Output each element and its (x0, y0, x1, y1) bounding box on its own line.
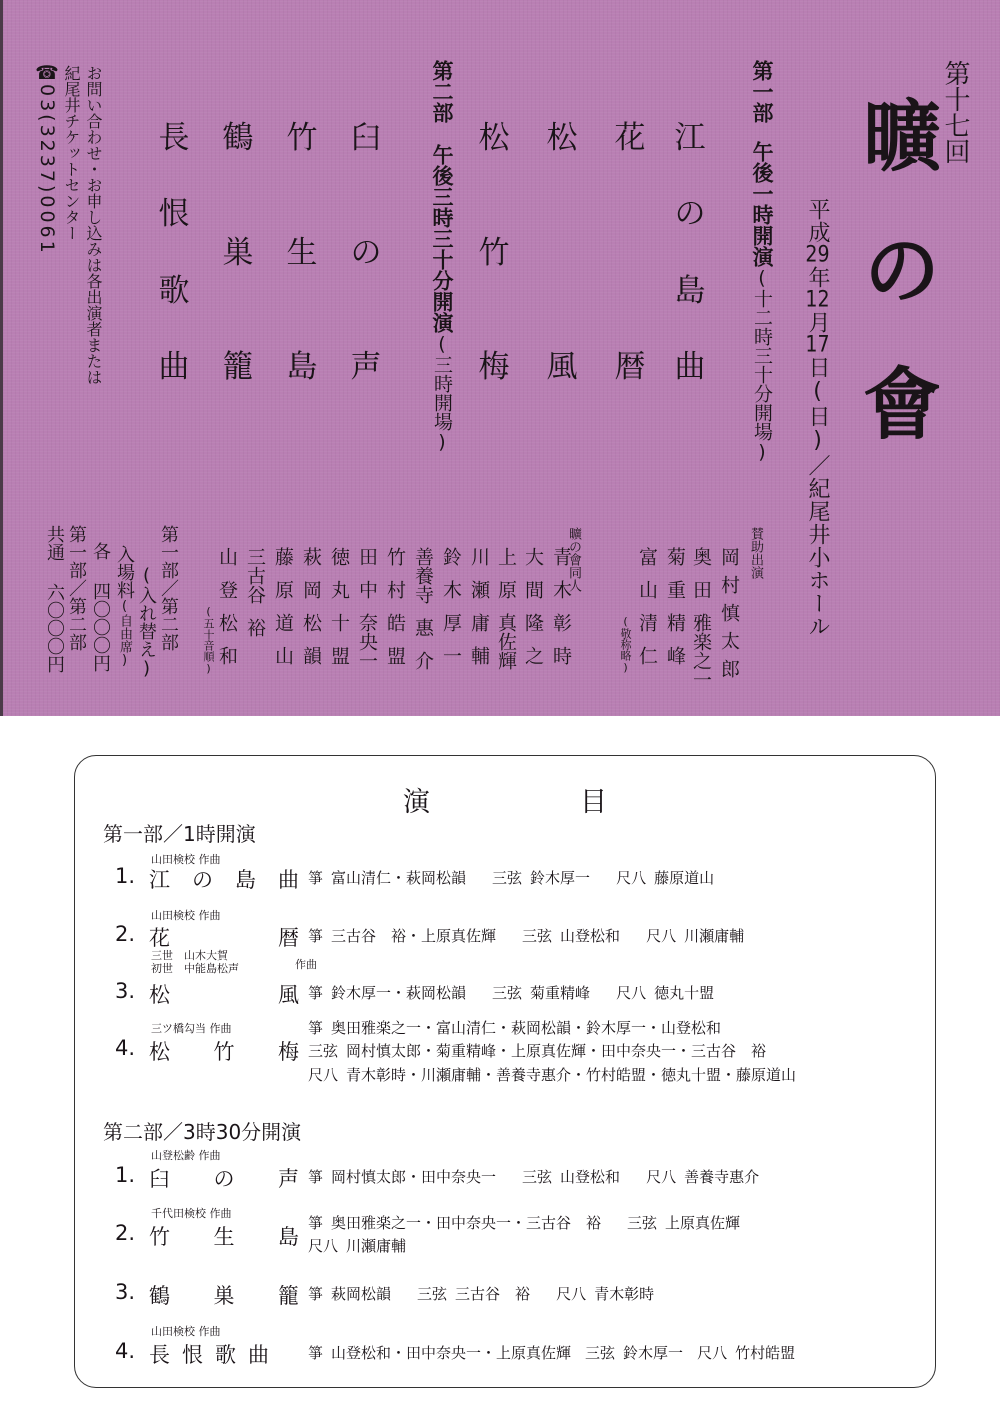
piece-title (115, 979, 299, 1009)
instrument-koto: 箏 (308, 927, 324, 945)
performer-names: 岡村慎太郎・田中奈央一 (331, 1168, 497, 1186)
date-era: 平成 (805, 198, 830, 244)
date-year-unit: 年 (805, 266, 830, 289)
instrument-koto: 箏 (308, 1019, 324, 1037)
performer-names: 藤原道山 (654, 869, 715, 887)
char: 恨 (158, 196, 190, 233)
char: 花 (614, 120, 646, 156)
composer-line: 初世 中能島松声 (151, 961, 239, 975)
instrument-shamisen: 三弦 (585, 1344, 616, 1362)
instrument-shamisen: 三弦 (492, 984, 523, 1002)
part1-piece-4 (474, 120, 514, 385)
member-name: 藤原道山 (272, 547, 294, 679)
char: 暦 (614, 349, 646, 385)
admission-each-label: 各 (90, 542, 111, 560)
composer-suffix: 作曲 (295, 958, 317, 971)
performer-names: 奥田雅楽之一・富山清仁・萩岡松韻・鈴木厚一・山登松和 (331, 1019, 722, 1037)
instrument-koto: 箏 (308, 984, 324, 1002)
date-month: 12 (805, 289, 830, 311)
part1-time: 午後一時開演 (750, 141, 774, 267)
piece-title (115, 1036, 299, 1066)
char: 声 (278, 1167, 299, 1191)
contact-line1: お問い合わせ・お申し込みは各出演者または (84, 65, 103, 385)
char: 臼 (350, 120, 382, 156)
guest-name: 富山清仁 (636, 547, 658, 679)
char: 臼 (149, 1167, 170, 1191)
date-venue (806, 198, 828, 638)
piece-number: 1. (115, 1163, 136, 1187)
admission-combined (45, 525, 63, 673)
date-day-unit: 日 (805, 356, 830, 379)
char: 長 (158, 120, 190, 156)
char: 竹 (286, 120, 318, 156)
date-day: 17 (805, 334, 830, 356)
performer-names: 徳丸十盟 (654, 984, 715, 1002)
char: 花 (149, 926, 170, 950)
part1-header (751, 60, 772, 463)
performer-names: 山登松和・田中奈央一・上原真佐輝 (331, 1344, 572, 1362)
part2-piece-2 (282, 120, 322, 385)
instrument-koto: 箏 (308, 1344, 324, 1362)
member-name: 山登松和 (216, 547, 238, 679)
guests-honorific-note: (敬称略) (619, 615, 632, 674)
piece-number: 4. (115, 1339, 136, 1363)
char: 曲 (158, 348, 190, 385)
char: 島 (235, 868, 256, 892)
instrument-shakuhachi: 尺八 (646, 1168, 677, 1186)
part2-piece-1 (346, 120, 386, 385)
admission-label (115, 545, 133, 668)
part2-doors: (三時開場) (431, 333, 453, 453)
performer-names: 上原真佐輝 (665, 1214, 741, 1232)
admission-combined-price: 六〇〇〇円 (44, 583, 65, 673)
composer-credit: 山登松齢 作曲 (151, 1149, 221, 1162)
part1-piece-1 (670, 120, 710, 385)
char: 巣 (222, 234, 254, 271)
char: の (350, 234, 382, 271)
member-name: 川瀬庸輔 (468, 547, 490, 679)
performer-names: 岡村慎太郎・菊重精峰・上原真佐輝・田中奈央一・三古谷 裕 (346, 1042, 767, 1061)
char: 籠 (278, 1284, 299, 1308)
composer-credit: 山田検校 作曲 (151, 1325, 221, 1338)
piece-number: 2. (115, 1221, 136, 1245)
guests-label: 賛助出演 (748, 527, 763, 579)
composer-credit: 山田検校 作曲 (151, 853, 221, 866)
char: 恨 (182, 1343, 203, 1367)
char: 島 (674, 272, 706, 309)
char: 曲 (278, 868, 299, 892)
piece-name (149, 1163, 299, 1193)
char: 松 (149, 1040, 170, 1064)
piece-title (115, 1163, 299, 1193)
member-name: 鈴木厚一 (440, 547, 462, 679)
instrument-shamisen: 三弦 (522, 927, 553, 945)
member-name: 善養寺惠介 (412, 547, 434, 670)
section-heading-part2: 第二部／3時30分開演 (103, 1120, 302, 1144)
composer-line: 三世 山木大賀 (151, 949, 228, 962)
event-logo: 曠の會 (850, 95, 941, 497)
part1-label: 第一部 (750, 60, 774, 123)
instrument-shakuhachi: 尺八 (616, 869, 647, 887)
piece-number: 1. (115, 864, 136, 888)
char: 梅 (478, 349, 510, 385)
performers-multiline (308, 1212, 740, 1259)
section-heading-part1: 第一部／1時開演 (103, 822, 256, 846)
char: 江 (674, 120, 706, 156)
char: 松 (478, 120, 510, 156)
performers (308, 1283, 654, 1306)
piece-number: 4. (115, 1036, 136, 1060)
instrument-shamisen: 三弦 (522, 1168, 553, 1186)
part1-piece-3 (542, 120, 582, 385)
char: 竹 (149, 1225, 170, 1249)
piece-name (149, 979, 299, 1009)
performer-names: 奥田雅楽之一・田中奈央一・三古谷 裕 (331, 1214, 602, 1232)
part2-piece-4 (154, 120, 194, 385)
char: 暦 (278, 926, 299, 950)
performer-names: 山登松和 (560, 1168, 621, 1186)
performer-names: 川瀬庸輔 (346, 1237, 407, 1256)
part2-header (431, 60, 452, 453)
date-year: 29 (805, 244, 830, 266)
admission-both-parts: 第一部／第二部 (66, 525, 87, 651)
piece-number: 2. (115, 922, 136, 946)
char: 竹 (213, 1040, 235, 1064)
instrument-koto: 箏 (308, 1214, 324, 1232)
admission-switch-note: (入れ替え) (136, 565, 157, 679)
piece-name (149, 1280, 299, 1310)
piece-name (149, 1036, 299, 1066)
instrument-shakuhachi: 尺八 (556, 1285, 587, 1303)
date-weekday: (日) (805, 379, 830, 454)
venue-name: ／紀尾井小ホール (805, 454, 830, 638)
instrument-shamisen: 三弦 (308, 1042, 339, 1061)
performer-names: 三古谷 裕・上原真佐輝 (331, 927, 497, 945)
performer-names: 青木彰時・川瀬庸輔・善養寺惠介・竹村皓盟・徳丸十盟・藤原道山 (346, 1065, 797, 1084)
composer-credit: 千代田検校 作曲 (151, 1207, 232, 1220)
performers-multiline (308, 1017, 796, 1087)
char: 梅 (278, 1040, 299, 1064)
char: 島 (286, 349, 318, 385)
composer-credit: 三ツ橋勾当 作曲 (151, 1022, 232, 1035)
char: 生 (286, 234, 318, 271)
guest-name: 奥田雅楽之一 (690, 547, 712, 689)
piece-title (115, 1339, 269, 1369)
instrument-shamisen: 三弦 (492, 869, 523, 887)
performer-names: 山登松和 (560, 927, 621, 945)
piece-title (115, 864, 299, 894)
member-name: 三古谷裕 (244, 547, 266, 637)
instrument-shakuhachi: 尺八 (308, 1065, 339, 1084)
admission-label-text: 入場料 (114, 545, 135, 599)
performers (308, 867, 714, 890)
char: 島 (278, 1225, 299, 1249)
char: 竹 (478, 234, 510, 271)
piece-title (115, 1280, 299, 1310)
program-box (74, 755, 936, 1388)
char: 声 (350, 349, 382, 385)
char: の (192, 868, 213, 892)
char: 風 (546, 349, 578, 385)
contact-phone (37, 62, 56, 256)
performer-names: 菊重精峰 (530, 984, 591, 1002)
part1-piece-2 (610, 120, 650, 385)
performer-names: 鈴木厚一 (530, 869, 591, 887)
part2-label: 第二部 (430, 60, 454, 123)
performers (308, 1166, 759, 1189)
performer-names: 三古谷 裕 (455, 1285, 531, 1303)
char: 巣 (213, 1284, 235, 1308)
char: 籠 (222, 349, 254, 385)
edition-label: 第十七回 (940, 60, 970, 164)
admission-parts: 第一部／第二部 (158, 525, 179, 651)
performer-names: 川瀬庸輔 (684, 927, 745, 945)
instrument-koto: 箏 (308, 1168, 324, 1186)
char: の (213, 1167, 235, 1191)
composer-credit (151, 949, 317, 975)
instrument-shakuhachi: 尺八 (616, 984, 647, 1002)
char: 曲 (674, 348, 706, 385)
performer-names: 善養寺惠介 (684, 1168, 760, 1186)
part1-doors: (十二時三十分開場) (751, 267, 773, 463)
date-month-unit: 月 (805, 311, 830, 334)
piece-name (149, 864, 299, 894)
performer-names: 富山清仁・萩岡松韻 (331, 869, 467, 887)
char: 曲 (248, 1343, 269, 1367)
piece-name (149, 1221, 299, 1251)
instrument-shakuhachi: 尺八 (308, 1237, 339, 1256)
member-name: 田中奈央一 (356, 547, 378, 670)
char: 生 (213, 1225, 235, 1249)
admission-each-price: 四〇〇〇円 (90, 582, 111, 672)
part2-time: 午後三時三十分開演 (430, 144, 454, 333)
char: の (674, 196, 706, 233)
char: 鶴 (149, 1284, 170, 1308)
telephone-icon: ☎ (36, 62, 58, 84)
char: 歌 (215, 1343, 236, 1367)
char: 江 (149, 868, 170, 892)
instrument-koto: 箏 (308, 1285, 324, 1303)
instrument-shamisen: 三弦 (417, 1285, 448, 1303)
members-order-note: (五十音順) (202, 605, 215, 675)
member-name: 竹村皓盟 (384, 547, 406, 679)
member-name: 上原真佐輝 (495, 547, 517, 670)
performers (308, 982, 714, 1005)
performers (308, 925, 744, 948)
piece-name (149, 1339, 269, 1369)
member-name: 青木彰時 (550, 547, 572, 679)
members-label: 曠の會同人 (566, 527, 581, 592)
instrument-shakuhachi: 尺八 (646, 927, 677, 945)
member-name: 徳丸十盟 (328, 547, 350, 679)
char: 松 (546, 120, 578, 156)
member-name: 大間隆之 (522, 547, 544, 679)
piece-title (115, 1221, 299, 1251)
piece-title (115, 922, 299, 952)
performer-names: 青木彰時 (594, 1285, 655, 1303)
admission-each (91, 542, 109, 672)
phone-number[interactable]: 03(3237)0061 (36, 84, 58, 256)
guest-name: 菊重精峰 (664, 547, 686, 679)
admission-combined-label: 共通 (44, 525, 65, 561)
instrument-shamisen: 三弦 (627, 1214, 658, 1232)
piece-number: 3. (115, 1280, 136, 1304)
char: 風 (278, 983, 299, 1007)
member-name: 萩岡松韻 (300, 547, 322, 679)
composer-credit: 山田検校 作曲 (151, 909, 221, 922)
instrument-shakuhachi: 尺八 (697, 1344, 728, 1362)
piece-number: 3. (115, 979, 136, 1003)
performer-names: 竹村皓盟 (735, 1344, 796, 1362)
program-title: 演目 (403, 787, 757, 818)
char: 歌 (158, 272, 190, 309)
contact-line2: 紀尾井チケットセンター (62, 65, 81, 241)
part2-piece-3 (218, 120, 258, 385)
char: 長 (149, 1343, 170, 1367)
performer-names: 鈴木厚一・萩岡松韻 (331, 984, 467, 1002)
char: 松 (149, 983, 170, 1007)
instrument-koto: 箏 (308, 869, 324, 887)
guest-name: 岡村慎太郎 (718, 547, 740, 687)
piece-name (149, 922, 299, 952)
char: 鶴 (222, 120, 254, 156)
performers (308, 1342, 795, 1365)
performer-names: 鈴木厚一 (623, 1344, 684, 1362)
admission-seat-note: (自由席) (117, 599, 132, 668)
performer-names: 萩岡松韻 (331, 1285, 392, 1303)
